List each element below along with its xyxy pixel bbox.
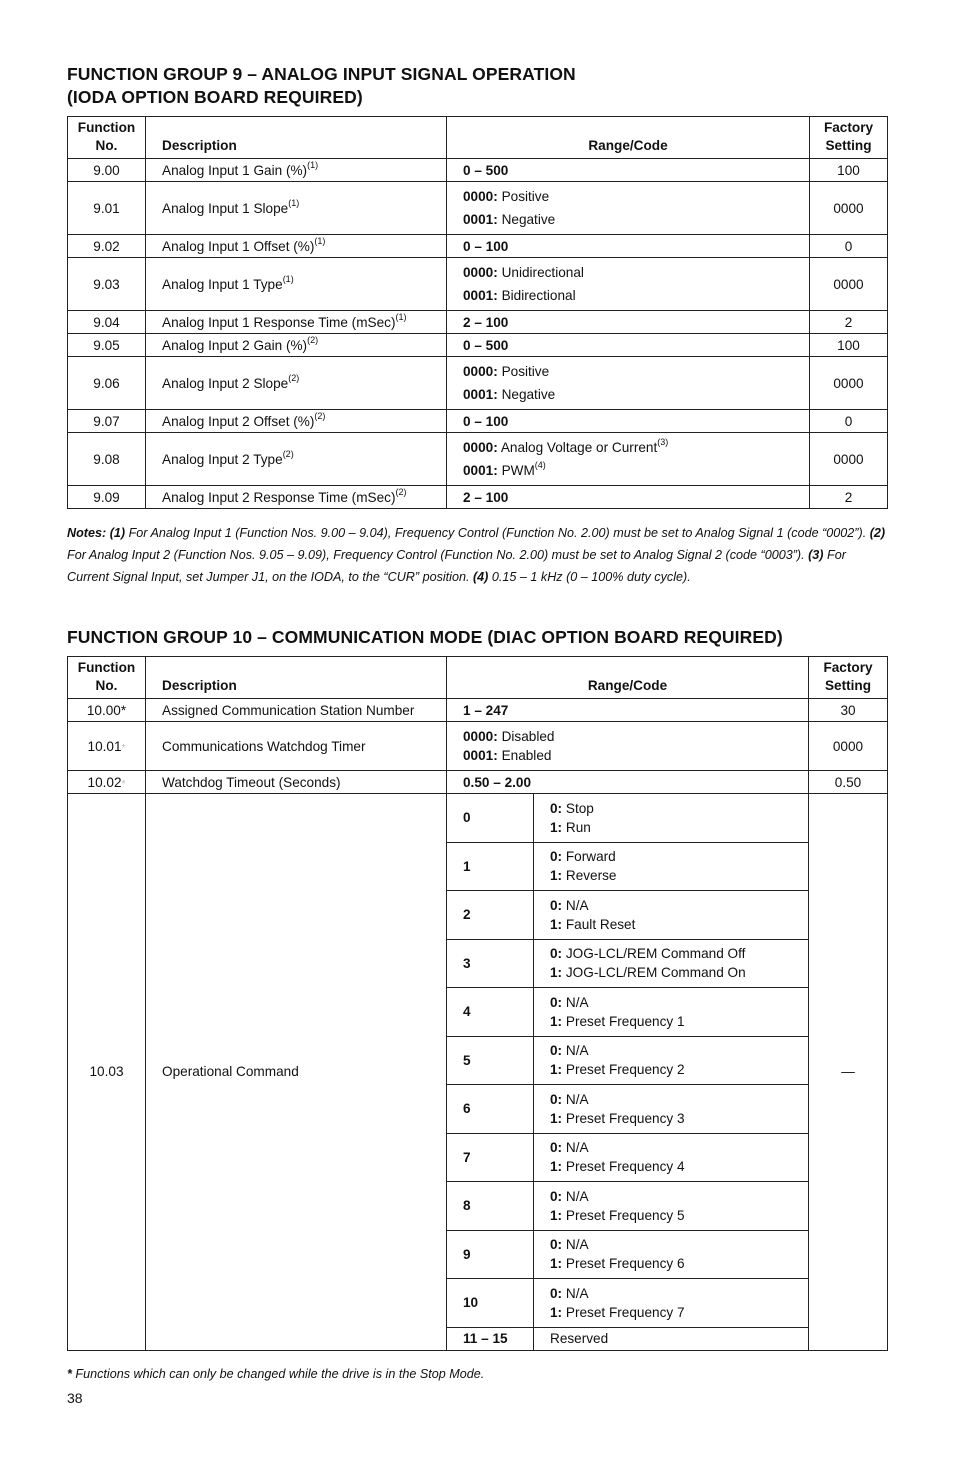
code-line	[463, 284, 809, 307]
code-value: 0000:	[463, 189, 498, 204]
code-meaning: Negative	[501, 212, 556, 227]
table-header-row	[68, 657, 888, 699]
note-1-text: For Analog Input 1 (Function Nos. 9.00 – 9.04), Frequency Control (Function No. 2.00) must be set to Analog Signal 1 (code “0002”).	[125, 526, 870, 540]
factory-setting: 0.50	[809, 771, 888, 794]
code-line	[463, 261, 809, 284]
notes-label: Notes:	[67, 526, 107, 540]
range-value: 0 – 500	[463, 337, 509, 353]
code-meaning: Positive	[501, 364, 550, 379]
table-row	[68, 771, 888, 794]
table-row	[68, 410, 888, 433]
description-text: Analog Input 1 Type	[162, 276, 283, 292]
bit-action-line	[550, 1109, 808, 1128]
note-ref: (3)	[657, 437, 669, 448]
bit-meaning: Preset Frequency 7	[565, 1304, 685, 1320]
bit-meaning: N/A	[565, 1140, 589, 1156]
bit-actions	[534, 988, 809, 1037]
description	[146, 182, 447, 235]
code-meaning: Bidirectional	[501, 288, 576, 303]
function-no: 9.08	[68, 433, 146, 486]
table-row	[68, 235, 888, 258]
bit-state: 1:	[550, 1110, 563, 1126]
factory-setting: 0000	[810, 357, 888, 410]
header-function-no: Function No.	[68, 657, 146, 699]
description-text: Analog Input 1 Gain (%)	[162, 162, 308, 178]
bit-actions	[534, 1133, 809, 1182]
factory-setting: 0000	[810, 433, 888, 486]
function-no: 10.03	[68, 794, 146, 1351]
note-ref: (1)	[307, 159, 319, 170]
bit-state: 0:	[550, 1188, 563, 1204]
note-ref: (1)	[314, 235, 326, 246]
range-value: 2 – 100	[463, 314, 509, 330]
bit-action-line	[550, 1090, 808, 1109]
table-header-row	[68, 117, 888, 159]
function-no: 9.07	[68, 410, 146, 433]
bit-action-line	[550, 1206, 808, 1225]
bit-meaning: Stop	[565, 800, 594, 816]
bit-state: 1:	[550, 965, 563, 981]
bit-state: 1:	[550, 1013, 563, 1029]
table-row	[68, 258, 888, 311]
description-text: Analog Input 2 Offset (%)	[162, 413, 315, 429]
bit-meaning: N/A	[565, 1043, 589, 1059]
bit-action-line	[550, 1235, 808, 1254]
note-ref: (4)	[534, 460, 546, 471]
bit-state: 1:	[550, 868, 563, 884]
note-ref: (2)	[395, 486, 407, 497]
function-no: 9.02	[68, 235, 146, 258]
factory-setting: 0000	[809, 722, 888, 771]
factory-setting: 0	[810, 410, 888, 433]
factory-setting: 30	[809, 699, 888, 722]
bit-meaning: Reserved	[534, 1327, 809, 1350]
bit-state: 1:	[550, 916, 563, 932]
function-no	[68, 722, 146, 771]
bit-meaning: Run	[565, 819, 591, 835]
group9-title-line1: FUNCTION GROUP 9 – ANALOG INPUT SIGNAL OPERATION	[67, 64, 576, 84]
bit-action-line	[550, 1138, 808, 1157]
bit-meaning: Fault Reset	[565, 916, 636, 932]
note-3-tag: (3)	[808, 548, 824, 562]
factory-setting: 100	[810, 159, 888, 182]
bit-action-line	[550, 896, 808, 915]
bit-action-line	[550, 963, 808, 982]
function-no: 9.01	[68, 182, 146, 235]
bit-meaning: Preset Frequency 5	[565, 1207, 685, 1223]
range-code	[447, 258, 810, 311]
range-code	[447, 235, 810, 258]
bit-action-line	[550, 799, 808, 818]
bit-action-line	[550, 1157, 808, 1176]
code-meaning: Analog Voltage or Current	[500, 440, 658, 455]
description: Communications Watchdog Timer	[146, 722, 447, 771]
bit-action-line	[550, 818, 808, 837]
bit-actions	[534, 939, 809, 988]
bit-actions	[534, 1085, 809, 1134]
footnote-text: Functions which can only be changed while the drive is in the Stop Mode.	[71, 1367, 485, 1381]
bit-action-line	[550, 1284, 808, 1303]
code-line	[463, 208, 809, 231]
bit-action-line	[550, 993, 808, 1012]
group9-table-body	[68, 159, 888, 509]
note-ref: (2)	[288, 372, 300, 383]
factory-setting: 2	[810, 486, 888, 509]
range-code	[447, 771, 809, 794]
description-text: Analog Input 2 Response Time (mSec)	[162, 489, 396, 505]
factory-setting: 2	[810, 311, 888, 334]
bit-state: 0:	[550, 994, 563, 1010]
code-value: 0000:	[463, 729, 498, 744]
description-text: Analog Input 2 Gain (%)	[162, 337, 308, 353]
description	[146, 334, 447, 357]
bit-meaning: N/A	[565, 994, 589, 1010]
code-value: 0001:	[463, 387, 498, 402]
stop-mode-footnote	[67, 1364, 887, 1384]
table-row	[68, 357, 888, 410]
group9-notes	[67, 522, 887, 588]
code-line	[463, 746, 808, 765]
bit-action-line	[550, 1012, 808, 1031]
factory-setting: 0000	[810, 258, 888, 311]
function-no: 9.06	[68, 357, 146, 410]
table-row	[68, 182, 888, 235]
bit-meaning: Preset Frequency 2	[565, 1062, 685, 1078]
description	[146, 258, 447, 311]
range-value: 0 – 100	[463, 413, 509, 429]
function-no-text: 10.02	[87, 774, 122, 790]
bit-actions	[534, 794, 809, 843]
bit-action-line	[550, 1254, 808, 1273]
description: Watchdog Timeout (Seconds)	[146, 771, 447, 794]
function-no	[68, 771, 146, 794]
group10-table	[67, 656, 888, 1351]
group9-table	[67, 116, 888, 509]
function-no: 9.04	[68, 311, 146, 334]
bit-number: 10	[447, 1279, 534, 1328]
range-value: 0 – 500	[463, 162, 509, 178]
code-value: 0001:	[463, 463, 498, 478]
function-no-text: 10.00*	[86, 702, 127, 718]
code-value: 0000:	[463, 265, 498, 280]
bit-actions	[534, 1230, 809, 1279]
bit-meaning: N/A	[565, 1091, 589, 1107]
note-4-tag: (4)	[472, 570, 489, 584]
bit-state: 1:	[550, 819, 563, 835]
bit-state: 0:	[550, 1140, 563, 1156]
header-function-no: Function No.	[68, 117, 146, 159]
footnote-star: *	[67, 1367, 72, 1381]
bit-number: 6	[447, 1085, 534, 1134]
bit-meaning: Forward	[565, 849, 616, 865]
bit-state: 0:	[550, 946, 563, 962]
bit-meaning: JOG-LCL/REM Command On	[565, 965, 746, 981]
range-value: 0 – 100	[463, 238, 509, 254]
range-code	[447, 410, 810, 433]
bit-meaning: N/A	[565, 1237, 589, 1253]
factory-setting: —	[809, 794, 888, 1351]
header-description: Description	[146, 117, 447, 159]
code-line	[463, 360, 809, 383]
function-no-text: 10.01	[87, 738, 122, 754]
range-value: 1 – 247	[463, 702, 509, 718]
bit-meaning: JOG-LCL/REM Command Off	[565, 946, 746, 962]
bit-state: 0:	[550, 897, 563, 913]
description-text: Analog Input 1 Response Time (mSec)	[162, 314, 396, 330]
bit-state: 0:	[550, 800, 563, 816]
code-meaning: PWM	[501, 463, 535, 478]
bit-number: 3	[447, 939, 534, 988]
note-ref: (1)	[288, 197, 300, 208]
stop-mode-mark: *	[121, 742, 126, 754]
bit-state: 0:	[550, 1043, 563, 1059]
note-2-text: For Analog Input 2 (Function Nos. 9.05 – 9.09), Frequency Control (Function No. 2.00) must be set to Analog Signal 2 (code “0003”).	[67, 548, 809, 562]
bit-number: 1	[447, 842, 534, 891]
code-meaning: Disabled	[501, 729, 555, 744]
table-row	[68, 159, 888, 182]
bit-state: 0:	[550, 1237, 563, 1253]
code-meaning: Unidirectional	[501, 265, 584, 280]
code-meaning: Negative	[501, 387, 556, 402]
code-meaning: Positive	[501, 189, 550, 204]
bit-actions	[534, 891, 809, 940]
bit-action-line	[550, 915, 808, 934]
bit-state: 1:	[550, 1256, 563, 1272]
bit-action-line	[550, 847, 808, 866]
bit-number: 5	[447, 1036, 534, 1085]
group10-table-body	[68, 699, 888, 1351]
table-row	[68, 433, 888, 486]
bit-meaning: N/A	[565, 1188, 589, 1204]
description-text: Analog Input 2 Slope	[162, 375, 289, 391]
range-code	[447, 699, 809, 722]
description: Assigned Communication Station Number	[146, 699, 447, 722]
bit-meaning: N/A	[565, 897, 589, 913]
bit-state: 1:	[550, 1304, 563, 1320]
bit-meaning: Preset Frequency 6	[565, 1256, 685, 1272]
description	[146, 410, 447, 433]
bit-action-line	[550, 944, 808, 963]
table-row	[68, 699, 888, 722]
group9-title	[67, 63, 887, 109]
code-value: 0000:	[463, 440, 498, 455]
bit-action-line	[550, 1041, 808, 1060]
bit-number: 0	[447, 794, 534, 843]
bit-action-line	[550, 866, 808, 885]
header-factory-setting: Factory Setting	[809, 657, 888, 699]
bit-actions	[534, 1279, 809, 1328]
note-ref: (1)	[395, 311, 407, 322]
header-description: Description	[146, 657, 447, 699]
table-row	[68, 722, 888, 771]
note-4-text: 0.15 – 1 kHz (0 – 100% duty cycle).	[488, 570, 691, 584]
function-no	[68, 699, 146, 722]
bit-meaning: Preset Frequency 1	[565, 1013, 685, 1029]
bit-state: 0:	[550, 849, 563, 865]
code-value: 0001:	[463, 212, 498, 227]
note-1-tag: (1)	[109, 526, 126, 540]
function-no: 9.03	[68, 258, 146, 311]
header-range-code: Range/Code	[447, 117, 810, 159]
note-ref: (2)	[314, 410, 326, 421]
code-line	[463, 436, 809, 459]
code-line	[463, 185, 809, 208]
bit-actions	[534, 1182, 809, 1231]
bit-meaning: Reverse	[565, 868, 617, 884]
code-value: 0001:	[463, 288, 498, 303]
stop-mode-mark: *	[121, 778, 126, 790]
description-text: Analog Input 1 Slope	[162, 200, 289, 216]
page-number: 38	[67, 1390, 83, 1406]
bit-meaning: Preset Frequency 4	[565, 1159, 685, 1175]
factory-setting: 0000	[810, 182, 888, 235]
range-code	[447, 357, 810, 410]
code-value: 0000:	[463, 364, 498, 379]
bit-state: 1:	[550, 1062, 563, 1078]
range-code	[447, 159, 810, 182]
range-code	[447, 334, 810, 357]
bit-state: 0:	[550, 1091, 563, 1107]
note-2-tag: (2)	[869, 526, 886, 540]
group9-title-line2: (IODA OPTION BOARD REQUIRED)	[67, 87, 363, 107]
header-factory-setting: Factory Setting	[810, 117, 888, 159]
note-ref: (2)	[307, 334, 319, 345]
header-range-code: Range/Code	[447, 657, 809, 699]
range-value: 2 – 100	[463, 489, 509, 505]
bit-action-line	[550, 1187, 808, 1206]
range-code	[447, 311, 810, 334]
range-code	[447, 433, 810, 486]
description	[146, 311, 447, 334]
bit-number: 7	[447, 1133, 534, 1182]
range-code	[447, 722, 809, 771]
group10-title: FUNCTION GROUP 10 – COMMUNICATION MODE (DIAC OPTION BOARD REQUIRED)	[67, 627, 783, 647]
description	[146, 235, 447, 258]
bit-number: 4	[447, 988, 534, 1037]
bit-actions	[534, 842, 809, 891]
bit-state: 1:	[550, 1159, 563, 1175]
bit-meaning: N/A	[565, 1285, 589, 1301]
description: Operational Command	[146, 794, 447, 1351]
bit-number: 11 – 15	[447, 1327, 534, 1350]
code-line	[463, 459, 809, 482]
table-row	[68, 311, 888, 334]
bit-meaning: Preset Frequency 3	[565, 1110, 685, 1126]
code-line	[463, 727, 808, 746]
description	[146, 433, 447, 486]
note-ref: (2)	[282, 448, 294, 459]
description	[146, 357, 447, 410]
table-row	[68, 334, 888, 357]
bit-action-line	[550, 1060, 808, 1079]
description	[146, 159, 447, 182]
bit-number: 2	[447, 891, 534, 940]
range-value: 0.50 – 2.00	[463, 774, 532, 790]
function-no: 9.05	[68, 334, 146, 357]
code-meaning: Enabled	[501, 748, 552, 763]
range-code	[447, 486, 810, 509]
bit-action-line	[550, 1303, 808, 1322]
bit-number: 9	[447, 1230, 534, 1279]
bit-actions	[534, 1036, 809, 1085]
table-row	[68, 486, 888, 509]
factory-setting: 0	[810, 235, 888, 258]
range-code	[447, 182, 810, 235]
factory-setting: 100	[810, 334, 888, 357]
note-ref: (1)	[282, 273, 294, 284]
description-text: Analog Input 1 Offset (%)	[162, 238, 315, 254]
function-no: 9.09	[68, 486, 146, 509]
function-no: 9.00	[68, 159, 146, 182]
description-text: Analog Input 2 Type	[162, 451, 283, 467]
bit-row	[68, 794, 888, 843]
code-line	[463, 383, 809, 406]
note-3-text: For Current Signal Input, set Jumper J1, on the IODA, to the “CUR” position.	[67, 548, 846, 584]
bit-state: 0:	[550, 1285, 563, 1301]
description	[146, 486, 447, 509]
bit-number: 8	[447, 1182, 534, 1231]
code-value: 0001:	[463, 748, 498, 763]
bit-state: 1:	[550, 1207, 563, 1223]
